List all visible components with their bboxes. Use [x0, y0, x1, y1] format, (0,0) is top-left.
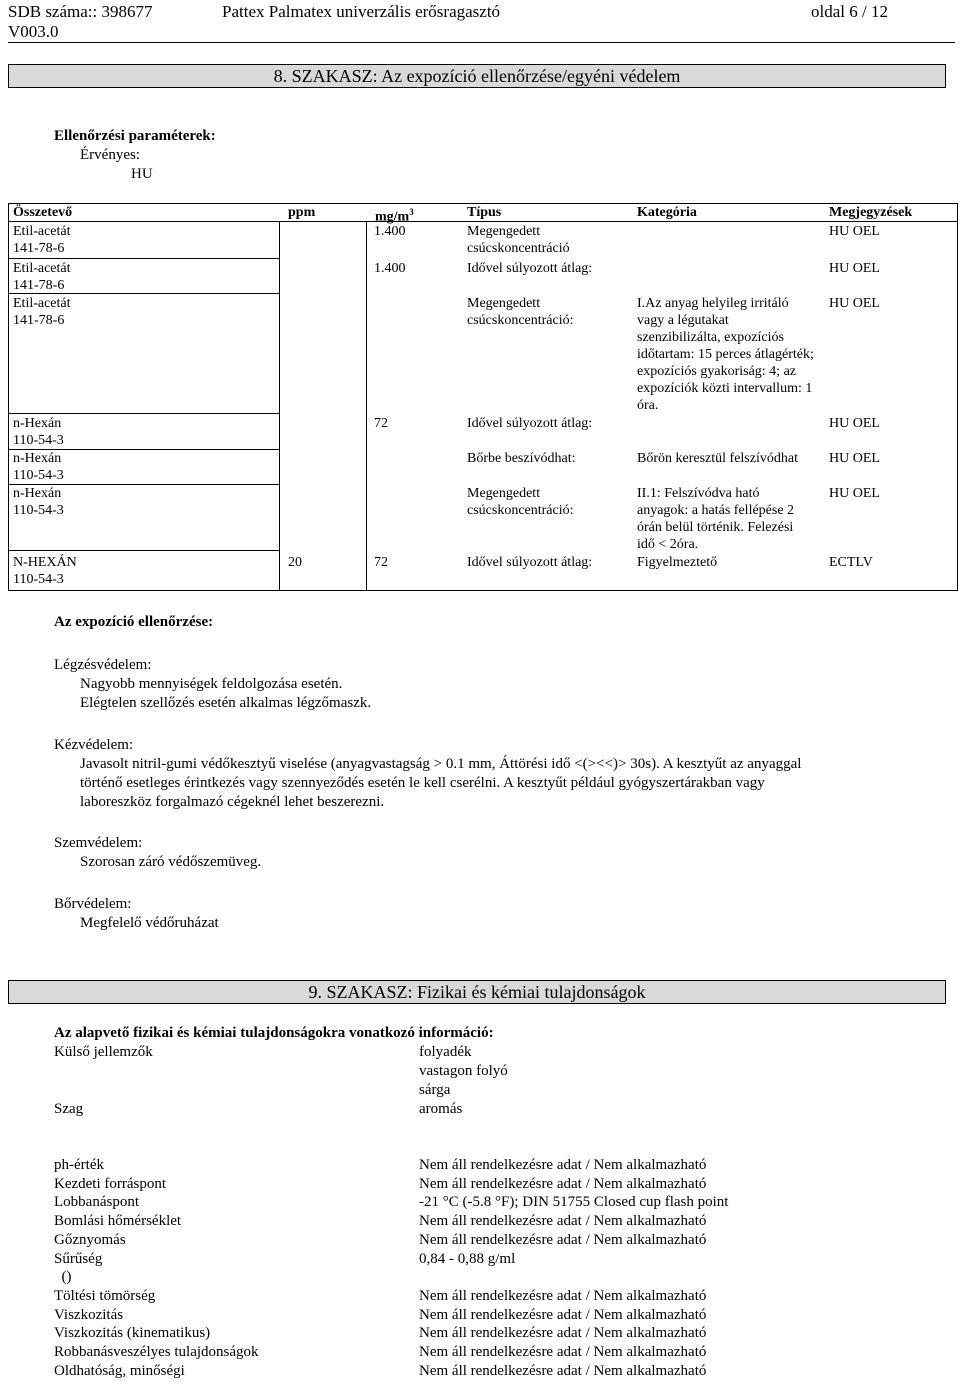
- component-name: n-Hexán: [13, 451, 62, 466]
- type-value: Megengedett csúcskoncentráció:: [467, 486, 574, 518]
- cas-number: 141-78-6: [13, 241, 65, 256]
- property-value: Nem áll rendelkezésre adat / Nem alkalmazható: [419, 1362, 707, 1379]
- page-number: oldal 6 / 12: [811, 2, 888, 21]
- odor-label: Szag: [54, 1101, 84, 1117]
- property-label: Kezdeti forráspont: [54, 1175, 167, 1192]
- hand-label: Kézvédelem:: [54, 737, 134, 753]
- eye-text: Szorosan záró védőszemüveg.: [80, 854, 262, 870]
- col-header-type: Típus: [467, 205, 502, 220]
- section-8-title: 8. SZAKASZ: Az expozíció ellenőrzése/egyéni védelem: [8, 64, 946, 88]
- hand-text-3: laboreszköz forgalmazó cégeknél lehet beszerezni.: [80, 794, 385, 810]
- row-divider: [9, 293, 279, 294]
- property-label: ph-érték: [54, 1157, 104, 1173]
- cas-number: 110-54-3: [13, 468, 64, 483]
- valid-label: Érvényes:: [80, 147, 140, 163]
- component-name: N-HEXÁN: [13, 555, 77, 570]
- appearance-label: Külső jellemzők: [54, 1044, 153, 1060]
- property-value: Nem áll rendelkezésre adat / Nem alkalmazható: [419, 1287, 707, 1304]
- property-value: Nem áll rendelkezésre adat / Nem alkalmazható: [419, 1231, 707, 1248]
- version: V003.0: [8, 22, 59, 41]
- type-value: Megengedett csúcskoncentráció:: [467, 296, 574, 328]
- eye-label: Szemvédelem:: [54, 835, 143, 851]
- respiratory-label: Légzésvédelem:: [54, 657, 152, 673]
- cas-number: 141-78-6: [13, 313, 65, 328]
- note-value: HU OEL: [829, 486, 880, 501]
- hand-text-2: történő esetleges érintkezés vagy szennyeződés esetén le kell cserélni. A kesztyűt például gyógyszertárakban vagy: [80, 775, 765, 791]
- property-label: Lobbanáspont: [54, 1194, 139, 1211]
- col-divider-ppm: [279, 222, 280, 590]
- cas-number: 110-54-3: [13, 503, 64, 518]
- property-value: Nem áll rendelkezésre adat / Nem alkalmazható: [419, 1213, 707, 1230]
- col-header-component: Összetevő: [13, 205, 73, 220]
- property-label: Töltési tömörség: [54, 1287, 156, 1304]
- cas-number: 141-78-6: [13, 278, 65, 293]
- hand-text-1: Javasolt nitril-gumi védőkesztyű viselése (anyagvastagság > 0.1 mm, Áttörési idő <(><<)> 30s). A kesztyűt az anyaggal: [80, 756, 802, 772]
- respiratory-text-1: Nagyobb mennyiségek feldolgozása esetén.: [80, 676, 343, 692]
- property-value: Nem áll rendelkezésre adat / Nem alkalmazható: [419, 1325, 707, 1342]
- col-header-mgm3: $mg/m^3$: [375, 207, 414, 225]
- property-label: Viszkozitás: [54, 1306, 124, 1323]
- cas-number: 110-54-3: [13, 433, 64, 448]
- skin-text: Megfelelő védőruházat: [80, 915, 219, 931]
- sdb-number: SDB száma:: 398677: [8, 2, 153, 21]
- type-value: Megengedett csúcskoncentráció: [467, 224, 570, 256]
- category-value: II.1: Felszívódva ható anyagok: a hatás fellépése 2 órán belül történik. Felezési idő < 2óra.: [637, 486, 795, 552]
- component-name: Etil-acetát: [13, 261, 71, 276]
- type-value: Idővel súlyozott átlag:: [467, 261, 593, 276]
- property-label: Bomlási hőmérséklet: [54, 1213, 182, 1230]
- property-label: Gőznyomás: [54, 1231, 126, 1248]
- mg-value: 1.400: [374, 261, 406, 276]
- component-name: Etil-acetát: [13, 224, 71, 239]
- header-rule: [8, 42, 955, 43]
- property-value: Nem áll rendelkezésre adat / Nem alkalmazható: [419, 1344, 707, 1360]
- note-value: HU OEL: [829, 224, 880, 239]
- basic-properties-heading: Az alapvető fizikai és kémiai tulajdonságokra vonatkozó információ:: [54, 1025, 494, 1041]
- type-value: Idővel súlyozott átlag:: [467, 555, 593, 570]
- property-label: Oldhatóság, minőségi: [54, 1362, 185, 1379]
- oel-table: [8, 203, 958, 591]
- property-value: Nem áll rendelkezésre adat / Nem alkalmazható: [419, 1175, 707, 1192]
- note-value: HU OEL: [829, 451, 880, 466]
- component-name: n-Hexán: [13, 416, 62, 431]
- header-divider: [9, 221, 957, 222]
- appearance-value-1: folyadék: [419, 1044, 472, 1060]
- appearance-value-3: sárga: [419, 1082, 451, 1098]
- mg-value: 1.400: [374, 224, 406, 239]
- respiratory-text-2: Elégtelen szellőzés esetén alkalmas légzőmaszk.: [80, 695, 372, 711]
- mg-value: 72: [374, 416, 388, 431]
- odor-value: aromás: [419, 1101, 463, 1117]
- note-value: ECTLV: [829, 555, 873, 570]
- col-divider-mg: [366, 222, 367, 590]
- category-value: Bőrön keresztül felszívódhat: [637, 451, 798, 466]
- row-divider: [9, 550, 279, 551]
- appearance-value-2: vastagon folyó: [419, 1063, 508, 1079]
- type-value: Bőrbe beszívódhat:: [467, 451, 576, 466]
- cas-number: 110-54-3: [13, 572, 64, 587]
- property-label: Sűrűség: [54, 1250, 103, 1267]
- property-value: Nem áll rendelkezésre adat / Nem alkalmazható: [419, 1157, 707, 1173]
- property-value: -21 °C (-5.8 °F); DIN 51755 Closed cup flash point: [419, 1194, 729, 1211]
- col-header-category: Kategória: [637, 205, 697, 220]
- col-header-notes: Megjegyzések: [829, 205, 913, 220]
- ppm-value: 20: [288, 555, 302, 570]
- component-name: Etil-acetát: [13, 296, 71, 311]
- note-value: HU OEL: [829, 416, 880, 431]
- row-divider: [9, 258, 279, 259]
- section-9-title: 9. SZAKASZ: Fizikai és kémiai tulajdonságok: [8, 980, 946, 1004]
- exposure-control-heading: Az expozíció ellenőrzése:: [54, 614, 214, 630]
- property-label: Robbanásveszélyes tulajdonságok: [54, 1344, 259, 1360]
- col-header-ppm: ppm: [288, 205, 316, 220]
- category-value: Figyelmeztető: [637, 555, 718, 570]
- note-value: HU OEL: [829, 296, 880, 311]
- property-value: Nem áll rendelkezésre adat / Nem alkalmazható: [419, 1306, 707, 1323]
- product-name: Pattex Palmatex univerzális erősragasztó: [222, 2, 501, 21]
- row-divider: [9, 413, 279, 414]
- property-label: Viszkozitás (kinematikus): [54, 1325, 211, 1342]
- type-value: Idővel súlyozott átlag:: [467, 416, 593, 431]
- skin-label: Bőrvédelem:: [54, 896, 132, 912]
- component-name: n-Hexán: [13, 486, 62, 501]
- category-value: I.Az anyag helyileg irritáló vagy a légutakat szenzibilizálta, expozíciós időtartam: 15 perces átlagérték; expozíciós gyakoriság: 4; az expozíciók közti intervallum: 1 óra.: [637, 296, 814, 413]
- valid-value: HU: [131, 166, 153, 182]
- control-params-heading: Ellenőrzési paraméterek:: [54, 128, 216, 144]
- mg-value: 72: [374, 555, 388, 570]
- property-label: (): [54, 1269, 72, 1286]
- property-value: 0,84 - 0,88 g/ml: [419, 1250, 516, 1267]
- note-value: HU OEL: [829, 261, 880, 276]
